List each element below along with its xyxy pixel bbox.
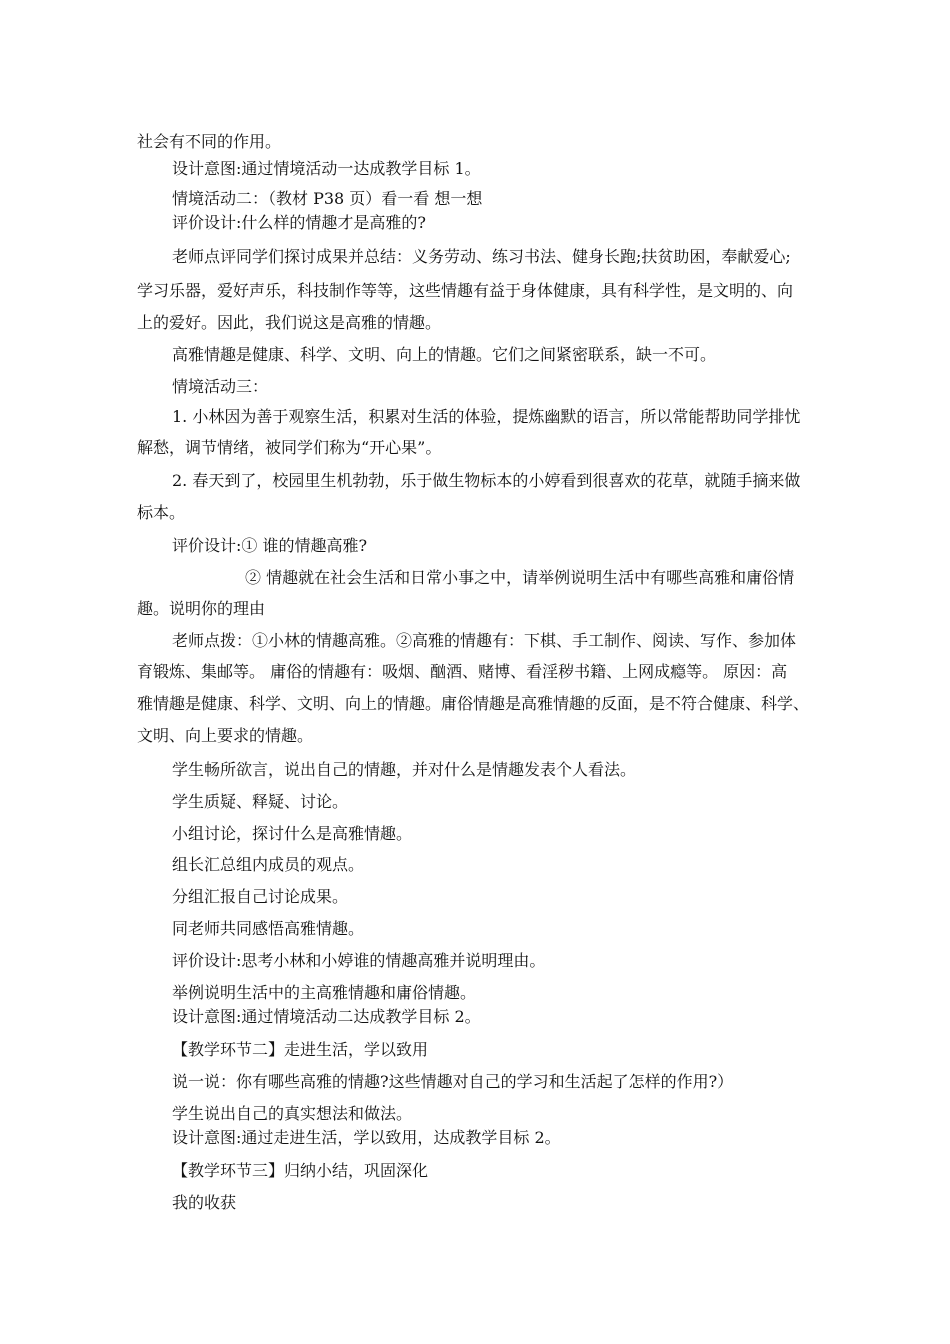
text-line: 解愁，调节情绪，被同学们称为“开心果”。 xyxy=(137,438,442,457)
text-line: 上的爱好。因此，我们说这是高雅的情趣。 xyxy=(137,313,442,332)
text-line: 情境活动二：（教材 P38 页）看一看 想一想 xyxy=(172,189,483,208)
text-line: 学生畅所欲言，说出自己的情趣，并对什么是情趣发表个人看法。 xyxy=(172,760,637,779)
text-line: 标本。 xyxy=(137,503,186,522)
text-line: 1. 小林因为善于观察生活，积累对生活的体验，提炼幽默的语言，所以常能帮助同学排忧 xyxy=(172,407,801,426)
text-line: 设计意图:通过情境活动二达成教学目标 2。 xyxy=(172,1007,481,1026)
text-line: 老师点拨：①小林的情趣高雅。②高雅的情趣有：下棋、手工制作、阅读、写作、参加体 xyxy=(172,631,797,650)
section-heading: 【教学环节二】走进生活，学以致用 xyxy=(172,1040,429,1059)
text-line: 学习乐器，爱好声乐，科技制作等等，这些情趣有益于身体健康，具有科学性，是文明的、向 xyxy=(137,281,794,300)
text-line: 趣。说明你的理由 xyxy=(137,599,266,618)
text-line: 老师点评同学们探讨成果并总结：义务劳动、练习书法、健身长跑;扶贫助困，奉献爱心; xyxy=(172,247,791,266)
text-line: 我的收获 xyxy=(172,1193,237,1212)
text-line: 同老师共同感悟高雅情趣。 xyxy=(172,919,365,938)
text-line: 学生说出自己的真实想法和做法。 xyxy=(172,1104,413,1123)
text-line: 评价设计:什么样的情趣才是高雅的? xyxy=(172,213,426,232)
text-line: 设计意图:通过走进生活，学以致用，达成教学目标 2。 xyxy=(172,1128,561,1147)
text-line: 小组讨论，探讨什么是高雅情趣。 xyxy=(172,824,413,843)
text-line: 社会有不同的作用。 xyxy=(137,132,282,151)
text-line: 育锻炼、集邮等。 庸俗的情趣有：吸烟、酗酒、赌博、看淫秽书籍、上网成瘾等。 原因：高 xyxy=(137,662,788,681)
text-line: 设计意图:通过情境活动一达成教学目标 1。 xyxy=(172,159,481,178)
section-heading: 【教学环节三】归纳小结，巩固深化 xyxy=(172,1161,429,1180)
text-line: 分组汇报自己讨论成果。 xyxy=(172,887,349,906)
text-line: 学生质疑、释疑、讨论。 xyxy=(172,792,349,811)
text-line: 2. 春天到了，校园里生机勃勃，乐于做生物标本的小婷看到很喜欢的花草，就随手摘来做 xyxy=(172,471,801,490)
text-line: 组长汇总组内成员的观点。 xyxy=(172,855,365,874)
text-line: 雅情趣是健康、科学、文明、向上的情趣。庸俗情趣是高雅情趣的反面，是不符合健康、科学、 xyxy=(137,694,810,713)
text-line: 说一说：你有哪些高雅的情趣?这些情趣对自己的学习和生活起了怎样的作用?） xyxy=(172,1072,734,1091)
text-line: 高雅情趣是健康、科学、文明、向上的情趣。它们之间紧密联系，缺一不可。 xyxy=(172,345,717,364)
text-line: 举例说明生活中的主高雅情趣和庸俗情趣。 xyxy=(172,983,477,1002)
text-line: 评价设计:① 谁的情趣高雅? xyxy=(172,536,368,555)
text-line: 评价设计:思考小林和小婷谁的情趣高雅并说明理由。 xyxy=(172,951,546,970)
text-line: 情境活动三： xyxy=(172,377,269,396)
text-line: 文明、向上要求的情趣。 xyxy=(137,726,314,745)
text-line: ② 情趣就在社会生活和日常小事之中，请举例说明生活中有哪些高雅和庸俗情 xyxy=(245,568,795,587)
